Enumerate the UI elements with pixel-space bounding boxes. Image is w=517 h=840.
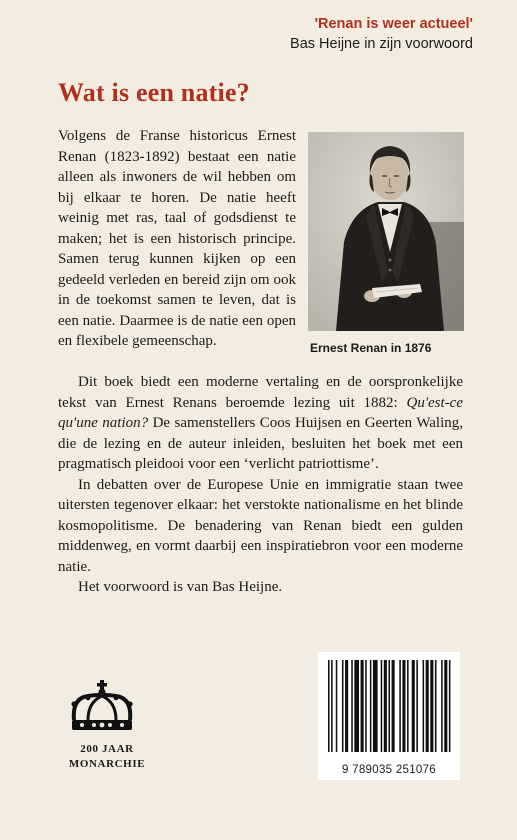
body-paragraph-1 <box>58 372 463 475</box>
intro-paragraph: Volgens de Franse historicus Ernest Renan (1823-1892) bestaat een natie alleen als inwoners de wil hebben om bij elkaar te horen. De natie heeft weinig met ras, taal of godsdienst te maken; het is een historisch principe. Samen terug kunnen kijken op een gedeeld verleden en bereid zijn om ook in de toekomst samen te leven, dat is een natie. Daarmee is de natie een open en flexibele gemeenschap. <box>58 128 296 349</box>
barcode-bar <box>345 660 348 752</box>
barcode-bar <box>361 660 364 752</box>
body-paragraph-3: Het voorwoord is van Bas Heijne. <box>78 579 283 595</box>
barcode-bar <box>331 660 333 752</box>
barcode-bar <box>449 660 451 752</box>
barcode-bar <box>336 660 338 752</box>
barcode-bars <box>318 652 460 756</box>
publisher-mark-line-2: MONARCHIE <box>68 758 146 770</box>
barcode-bar <box>354 660 359 752</box>
barcode-bar <box>373 660 378 752</box>
publisher-mark-line-1: 200 JAAR <box>80 743 134 755</box>
lecture-title: Qu'est-ce qu'une nation? <box>58 394 463 431</box>
barcode-bar <box>388 660 390 752</box>
barcode-bar <box>351 660 353 752</box>
barcode-bar <box>392 660 395 752</box>
quote-block <box>290 14 473 54</box>
isbn-digits: 9 789035 251076 <box>341 764 437 776</box>
isbn-barcode <box>318 652 460 780</box>
barcode-bar <box>399 660 401 752</box>
pull-quote: 'Renan is weer actueel' <box>314 16 473 32</box>
quote-attribution: Bas Heijne in zijn voorwoord <box>290 36 473 52</box>
photo-caption: Ernest Renan in 1876 <box>310 341 432 355</box>
portrait-photo <box>308 132 464 331</box>
crown-icon <box>68 680 136 734</box>
barcode-bar <box>426 660 429 752</box>
barcode-bar <box>423 660 425 752</box>
portrait-illustration <box>308 132 464 331</box>
barcode-bar <box>342 660 344 752</box>
barcode-bar <box>365 660 367 752</box>
barcode-bar <box>407 660 409 752</box>
paragraph-1-text-a: Dit boek biedt een moderne vertaling en de oorspronkelijke tekst van Ernest Renans beroemde lezing uit 1882: <box>58 374 463 411</box>
barcode-bar <box>381 660 383 752</box>
page-title: Wat is een natie? <box>58 78 250 107</box>
body-text <box>58 372 463 598</box>
barcode-bar <box>430 660 433 752</box>
paragraph-1-text-b: De samenstellers Coos Huijsen en Geerten Waling, die de lezing en de auteur inleiden, besluiten het boek met een pragmatisch pleidooi voor een ‘verlicht patriottisme’. <box>58 415 464 472</box>
body-paragraph-2: In debatten over de Europese Unie en immigratie staan twee uitersten tegenover elkaar: het verstokte nationalisme en het blinde kosmopolitisme. De benadering van Renan biedt een gulden middenweg, en vormt daarbij een inspiratiebron voor een moderne natie. <box>58 476 463 575</box>
barcode-bar <box>384 660 387 752</box>
barcode-bar <box>412 660 415 752</box>
barcode-bar <box>435 660 437 752</box>
publisher-mark <box>62 742 152 772</box>
barcode-bar <box>441 660 443 752</box>
barcode-bar <box>444 660 447 752</box>
barcode-bar <box>328 660 330 752</box>
barcode-bar <box>416 660 418 752</box>
barcode-bar <box>370 660 372 752</box>
barcode-bar <box>402 660 405 752</box>
